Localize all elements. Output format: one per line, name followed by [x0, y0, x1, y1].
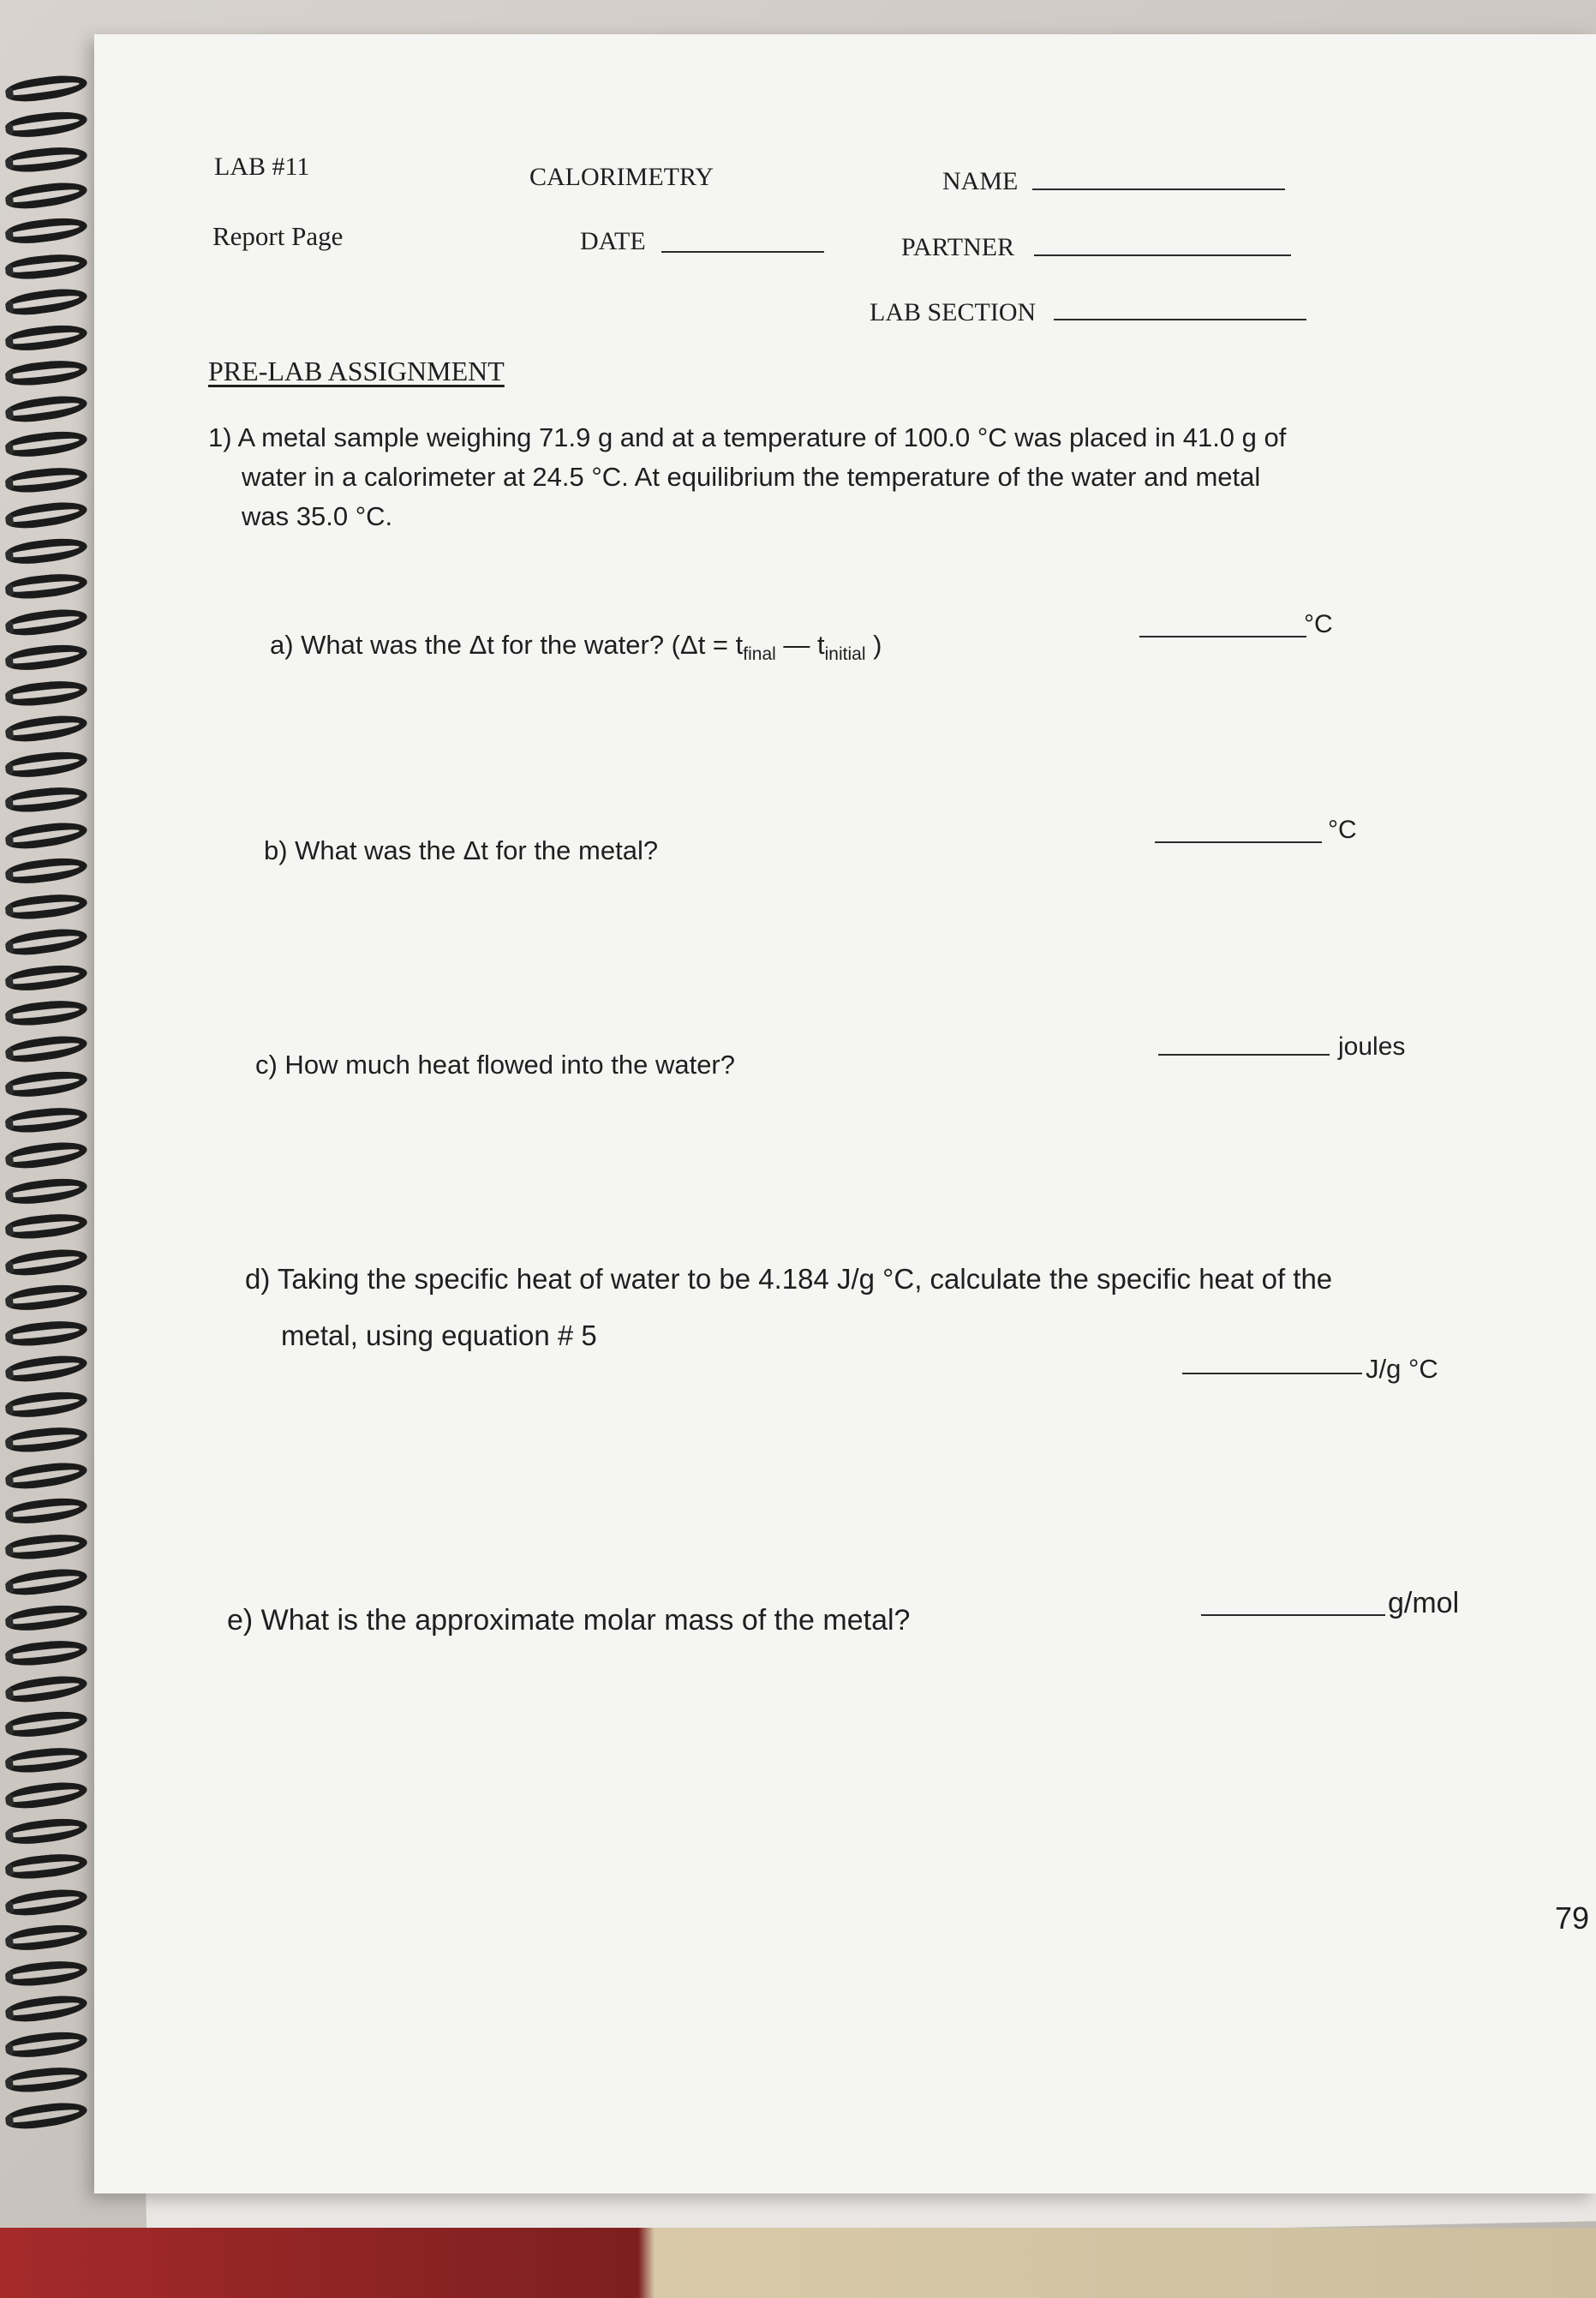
lab-section-field[interactable]	[1054, 319, 1306, 320]
spiral-coil	[4, 1601, 88, 1634]
spiral-coil	[4, 1424, 88, 1455]
problem-intro	[208, 418, 1286, 458]
spiral-coil	[4, 1281, 88, 1314]
spiral-coil	[4, 2098, 89, 2132]
spiral-coil	[4, 2028, 88, 2061]
answer-d-line[interactable]	[1182, 1373, 1362, 1374]
spiral-coil	[4, 854, 88, 887]
spiral-coil	[4, 1744, 88, 1775]
spiral-coil	[4, 1068, 88, 1100]
spiral-coil	[4, 214, 88, 247]
answer-d-unit: J/g °C	[1366, 1354, 1438, 1384]
date-label: DATE	[580, 227, 646, 255]
problem-line-2: water in a calorimeter at 24.5 °C. At equilibrium the temperature of the water and metal	[242, 462, 1261, 492]
page-number: 79	[1555, 1900, 1590, 1936]
spiral-coil	[4, 1851, 88, 1882]
date-field[interactable]	[661, 251, 824, 253]
spiral-coil	[4, 997, 88, 1028]
problem-line-1: A metal sample weighing 71.9 g and at a temperature of 100.0 °C was placed in 41.0 g of	[237, 422, 1287, 452]
spiral-coil	[4, 1565, 89, 1598]
answer-c-line[interactable]	[1158, 1054, 1330, 1056]
table-surface	[0, 2228, 1596, 2298]
spiral-coil	[4, 1458, 89, 1492]
spiral-coil	[4, 711, 89, 745]
spiral-binding	[0, 77, 103, 2151]
spiral-coil	[4, 1318, 88, 1349]
answer-a-line[interactable]	[1139, 636, 1306, 637]
question-e: e) What is the approximate molar mass of the metal?	[227, 1604, 911, 1637]
spiral-coil	[4, 464, 88, 495]
spiral-coil	[4, 891, 88, 922]
spiral-coil	[4, 925, 89, 958]
spiral-coil	[4, 1138, 89, 1171]
spiral-coil	[4, 784, 88, 815]
report-page-label: Report Page	[212, 221, 344, 251]
spiral-coil	[4, 1921, 88, 1954]
spiral-coil	[4, 144, 88, 175]
problem-number: 1)	[208, 422, 232, 452]
spiral-coil	[4, 1815, 88, 1847]
spiral-coil	[4, 108, 88, 141]
answer-b-line[interactable]	[1155, 841, 1322, 843]
spiral-coil	[4, 1388, 88, 1421]
spiral-coil	[4, 641, 88, 673]
answer-a-unit: °C	[1304, 610, 1333, 638]
spiral-coil	[4, 1245, 89, 1278]
answer-e-unit: g/mol	[1388, 1587, 1460, 1619]
spiral-coil	[4, 1104, 88, 1135]
spiral-coil	[4, 1991, 89, 2025]
answer-c-unit: joules	[1338, 1032, 1406, 1061]
spiral-coil	[4, 321, 88, 354]
spiral-coil	[4, 605, 89, 638]
question-b: b) What was the Δt for the metal?	[264, 835, 659, 865]
lab-section-label: LAB SECTION	[870, 298, 1037, 326]
partner-field[interactable]	[1034, 254, 1291, 256]
question-a: a) What was the Δt for the water? ($\Delta t = t_{final}$ — $t_{initial}$ )	[270, 630, 882, 665]
spiral-coil	[4, 535, 88, 567]
partner-label: PARTNER	[901, 233, 1015, 261]
spiral-coil	[4, 392, 89, 425]
spiral-coil	[4, 428, 88, 460]
spiral-coil	[4, 818, 89, 852]
section-title: PRE-LAB ASSIGNMENT	[208, 356, 505, 386]
lab-number: LAB #11	[214, 153, 310, 181]
spiral-coil	[4, 571, 88, 601]
spiral-coil	[4, 1211, 88, 1242]
spiral-coil	[4, 178, 89, 212]
question-d-line-1: d) Taking the specific heat of water to be 4.184 J/g °C, calculate the specific heat of the	[245, 1263, 1333, 1295]
spiral-coil	[4, 251, 88, 282]
spiral-coil	[4, 961, 88, 994]
answer-e-line[interactable]	[1201, 1614, 1385, 1616]
spiral-coil	[4, 1885, 89, 1918]
name-label: NAME	[942, 167, 1019, 195]
spiral-coil	[4, 1778, 89, 1811]
spiral-coil	[4, 2064, 88, 2095]
spiral-coil	[4, 1708, 88, 1740]
spiral-coil	[4, 1494, 88, 1527]
question-d-line-2: metal, using equation # 5	[281, 1320, 597, 1351]
spiral-coil	[4, 1637, 88, 1668]
question-c: c) How much heat flowed into the water?	[255, 1050, 735, 1080]
spiral-coil	[4, 1351, 89, 1385]
problem-line-3: was 35.0 °C.	[242, 501, 393, 531]
spiral-coil	[4, 357, 88, 388]
spiral-coil	[4, 678, 88, 709]
spiral-coil	[4, 748, 88, 781]
spiral-coil	[4, 1958, 88, 1989]
spiral-coil	[4, 1672, 89, 1705]
spiral-coil	[4, 71, 89, 105]
spiral-coil	[4, 1531, 88, 1562]
spiral-coil	[4, 1032, 89, 1065]
spiral-coil	[4, 284, 89, 318]
spiral-coil	[4, 1175, 88, 1207]
spiral-coil	[4, 498, 89, 531]
name-field[interactable]	[1032, 189, 1285, 190]
worksheet-page	[94, 34, 1596, 2193]
lab-title: CALORIMETRY	[529, 163, 714, 191]
answer-b-unit: °C	[1328, 816, 1357, 844]
